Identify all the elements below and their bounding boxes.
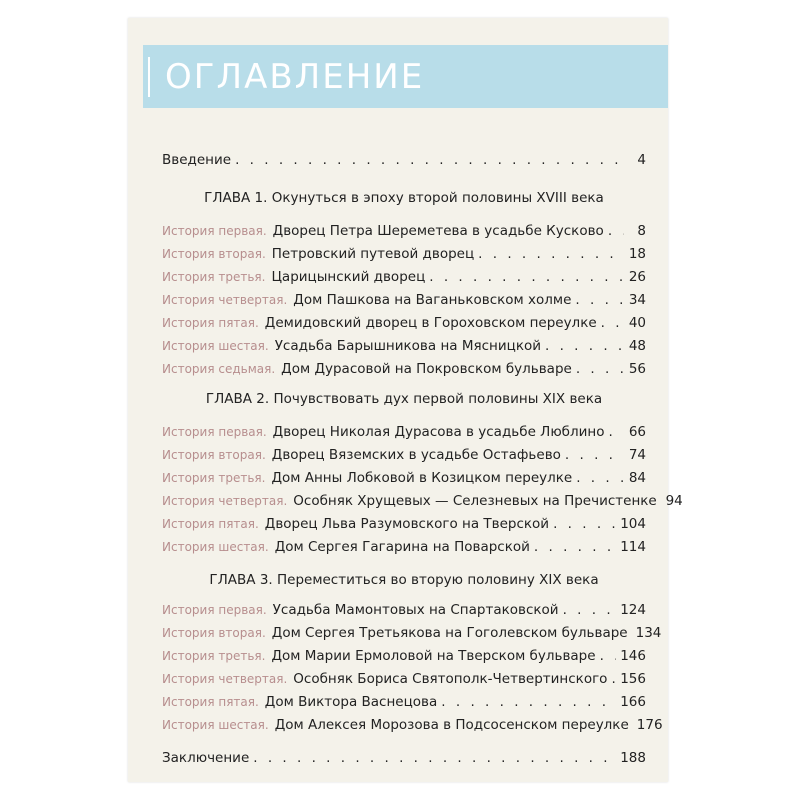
toc-page-number: 114 (620, 539, 646, 555)
toc-entry-title: Дом Дурасовой на Покровском бульваре (281, 361, 572, 377)
toc-entry-title: Дворец Петра Шереметева в усадьбе Кусково (272, 223, 604, 239)
toc-entry-prefix: История третья. (162, 471, 266, 485)
dot-leader (429, 269, 624, 285)
toc-entry-prefix: История шестая. (162, 540, 269, 554)
toc-entry-prefix: История вторая. (162, 626, 266, 640)
dot-leader (478, 246, 624, 262)
page-title: ОГЛАВЛЕНИЕ (165, 57, 425, 97)
dot-leader (545, 338, 624, 354)
toc-page-number: 66 (628, 424, 646, 440)
dot-leader (575, 292, 624, 308)
toc-page-number: 94 (665, 493, 683, 509)
dot-leader (576, 470, 624, 486)
dot-leader (576, 361, 624, 377)
toc-entry-title: Дом Анны Лобковой в Козицком переулке (271, 470, 573, 486)
toc-entry (162, 223, 646, 245)
toc-page-number: 48 (628, 338, 646, 354)
toc-entry-prefix: История третья. (162, 649, 266, 663)
dot-leader (609, 424, 625, 440)
toc-entry-label: Заключение (162, 750, 250, 766)
toc-entry (162, 648, 646, 670)
toc-page-number: 74 (628, 447, 646, 463)
toc-entry (162, 602, 646, 624)
toc-entry (162, 315, 646, 337)
toc-page-number: 84 (628, 470, 646, 486)
toc-page-number: 134 (635, 625, 662, 641)
toc-entry (162, 694, 646, 716)
toc-entry-title: Демидовский дворец в Гороховском переулке (264, 315, 597, 331)
title-accent-bar (148, 57, 150, 97)
toc-entry-prefix: История четвертая. (162, 293, 288, 307)
toc-entry-prefix: История первая. (162, 224, 267, 238)
toc-entry-title: Петровский путевой дворец (271, 246, 475, 262)
toc-entry-prefix: История третья. (162, 270, 266, 284)
toc-page-number: 124 (620, 602, 646, 618)
chapter-heading: ГЛАВА 2. Почувствовать дух первой половины XIX века (205, 391, 603, 407)
dot-leader (253, 750, 616, 766)
toc-page-number: 40 (628, 315, 646, 331)
toc-entry-conclusion (162, 750, 646, 772)
toc-entry-prefix: История четвертая. (162, 672, 288, 686)
toc-entry (162, 246, 646, 268)
toc-entry-title: Дом Пашкова на Ваганьковском холме (293, 292, 572, 308)
toc-entry-title: Дом Виктора Васнецова (264, 694, 438, 710)
toc-entry (162, 361, 646, 383)
toc-entry-title: Дом Марии Ермоловой на Тверском бульваре (271, 648, 596, 664)
toc-entry (162, 717, 663, 739)
toc-page-number: 176 (636, 717, 663, 733)
toc-entry-prefix: История вторая. (162, 247, 266, 261)
toc-entry (162, 539, 646, 561)
toc-page-number: 166 (620, 694, 646, 710)
toc-page-number: 146 (620, 648, 646, 664)
toc-entry-title: Усадьба Барышникова на Мясницкой (274, 338, 542, 354)
toc-entry-prefix: История пятая. (162, 695, 259, 709)
toc-entry-prefix: История первая. (162, 603, 267, 617)
chapter-heading: ГЛАВА 1. Окунуться в эпоху второй половины XVIII века (204, 190, 604, 206)
toc-entry (162, 470, 646, 492)
toc-entry (162, 516, 646, 538)
toc-entry-intro (162, 152, 646, 174)
toc-page-number: 188 (620, 750, 646, 766)
toc-entry (162, 338, 646, 360)
dot-leader (608, 223, 624, 239)
dot-leader (534, 539, 616, 555)
toc-entry (162, 447, 646, 469)
toc-page-number: 26 (628, 269, 646, 285)
toc-page-number: 4 (637, 152, 646, 168)
toc-entry-title: Царицынский дворец (271, 269, 426, 285)
toc-entry-title: Дом Алексея Морозова в Подсосенском переулке (274, 717, 629, 733)
toc-entry (162, 625, 662, 647)
toc-entry-title: Особняк Хрущевых — Селезневых на Пречистенке (293, 493, 657, 509)
toc-entry-title: Дом Сергея Третьякова на Гоголевском бульваре (271, 625, 628, 641)
title-band (143, 45, 668, 108)
toc-entry (162, 493, 683, 515)
toc-entry-prefix: История шестая. (162, 718, 269, 732)
toc-entry-title: Дом Сергея Гагарина на Поварской (274, 539, 530, 555)
toc-page-number: 8 (637, 223, 646, 239)
toc-entry-prefix: История вторая. (162, 448, 266, 462)
toc-entry-title: Усадьба Мамонтовых на Спартаковской (272, 602, 559, 618)
toc-entry (162, 269, 646, 291)
toc-entry-title: Особняк Бориса Святополк-Четвертинского (293, 671, 608, 687)
dot-leader (563, 602, 617, 618)
toc-entry (162, 671, 646, 693)
dot-leader (235, 152, 624, 168)
toc-entry (162, 292, 646, 314)
toc-page-number: 104 (620, 516, 646, 532)
toc-entry-title: Дворец Льва Разумовского на Тверской (264, 516, 550, 532)
dot-leader (601, 315, 624, 331)
toc-entry-prefix: История пятая. (162, 316, 259, 330)
toc-page-number: 34 (628, 292, 646, 308)
dot-leader (553, 516, 616, 532)
toc-entry-prefix: История четвертая. (162, 494, 288, 508)
toc-entry-title: Дворец Николая Дурасова в усадьбе Люблино (272, 424, 605, 440)
toc-entry-prefix: История пятая. (162, 517, 259, 531)
toc-entry-title: Дворец Вяземских в усадьбе Остафьево (271, 447, 561, 463)
toc-entry-prefix: История шестая. (162, 339, 269, 353)
toc-entry-prefix: История первая. (162, 425, 267, 439)
toc-page-number: 18 (628, 246, 646, 262)
toc-page-number: 156 (620, 671, 646, 687)
toc-entry (162, 424, 646, 446)
toc-entry-label: Введение (162, 152, 232, 168)
dot-leader (611, 671, 616, 687)
chapter-heading: ГЛАВА 3. Переместиться во вторую половину XIX века (209, 572, 599, 588)
dot-leader (600, 648, 617, 664)
toc-entry-prefix: История седьмая. (162, 362, 276, 376)
dot-leader (441, 694, 616, 710)
toc-page-number: 56 (628, 361, 646, 377)
dot-leader (565, 447, 624, 463)
